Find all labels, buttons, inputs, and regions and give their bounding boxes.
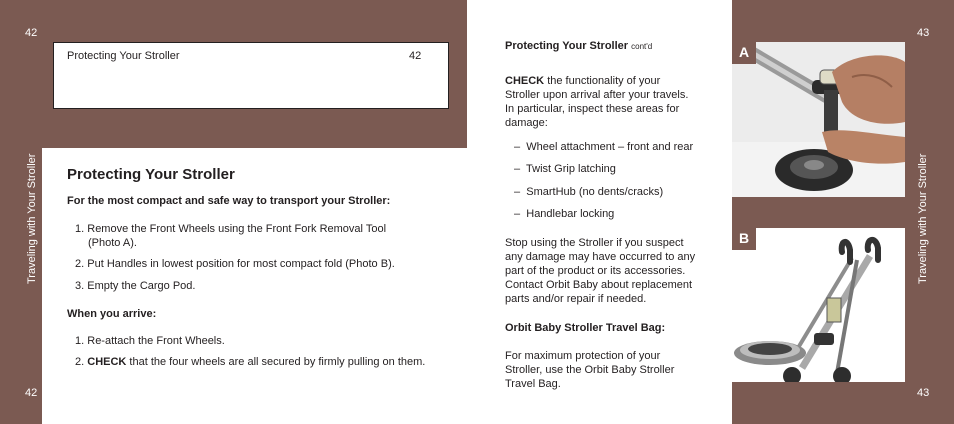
inspect-item-3: – SmartHub (no dents/cracks) (514, 186, 664, 198)
bag-heading: Orbit Baby Stroller Travel Bag: (505, 322, 666, 334)
arrive-heading: When you arrive: (67, 308, 157, 320)
photo-a-label: A (732, 42, 756, 64)
arrive-step-1-num: 1. (75, 335, 85, 347)
right-side-label: Traveling with Your Stroller (917, 153, 929, 284)
bullet-dash: – (514, 163, 521, 175)
bullet-dash: – (514, 186, 521, 198)
photo-a (732, 42, 905, 197)
left-heading: Protecting Your Stroller (67, 166, 235, 183)
check-line-1: CHECK the functionality of your (505, 75, 661, 87)
inspect-item-2: – Twist Grip latching (514, 163, 616, 175)
right-heading-text: Protecting Your Stroller (505, 40, 629, 52)
step-1-line2: (Photo A). (88, 237, 137, 249)
step-3-num: 3. (75, 280, 85, 292)
check-bold: CHECK (505, 75, 545, 87)
step-3 (75, 279, 195, 293)
arrive-step-1-text: Re-attach the Front Wheels. (87, 335, 225, 347)
check-line-3: In particular, inspect these areas for (505, 103, 680, 115)
step-1-num: 1. (75, 223, 85, 235)
check-line-2: Stroller upon arrival after your travels. (505, 89, 689, 101)
check-line-4: damage: (505, 117, 548, 129)
arrive-step-2 (75, 355, 425, 369)
right-heading-suffix: cont'd (631, 42, 653, 51)
arrive-step-2-text: that the four wheels are all secured by firmly pulling on them. (126, 356, 426, 368)
header-box-title: Protecting Your Stroller (67, 50, 180, 62)
arrive-step-2-bold: CHECK (87, 356, 127, 368)
step-2 (75, 257, 395, 271)
stop-paragraph: Stop using the Stroller if you suspect any damage may have occurred to any part of the product or its accessories. Contact Orbit Baby about replacement parts and/or repair if needed. (505, 237, 696, 305)
header-box-page: 42 (409, 50, 422, 62)
right-page-number-top: 43 (917, 27, 930, 39)
right-heading (505, 39, 652, 54)
left-side-label: Traveling with Your Stroller (26, 153, 38, 284)
check-paragraph (505, 74, 725, 130)
bag-paragraph: For maximum protection of your Stroller, use the Orbit Baby Stroller Travel Bag. (505, 350, 675, 390)
arrive-step-1 (75, 334, 225, 348)
inspect-item-4: – Handlebar locking (514, 208, 615, 220)
arrive-step-2-num: 2. (75, 356, 85, 368)
step-3-text: Empty the Cargo Pod. (87, 280, 196, 292)
step-2-num: 2. (75, 258, 85, 270)
bullet-dash: – (514, 208, 521, 220)
step-2-text: Put Handles in lowest position for most compact fold (Photo B). (87, 258, 395, 270)
header-box (53, 42, 449, 109)
left-intro: For the most compact and safe way to transport your Stroller: (67, 195, 391, 207)
inspect-item-1: – Wheel attachment – front and rear (514, 141, 694, 153)
left-page-number-top: 42 (25, 27, 38, 39)
photo-b-image (732, 228, 905, 382)
photo-b-label: B (732, 228, 756, 250)
photo-a-image (732, 42, 905, 197)
right-page-number-bottom: 43 (917, 387, 930, 399)
left-page-number-bottom: 42 (25, 387, 38, 399)
bullet-dash: – (514, 141, 521, 153)
step-1-line1: Remove the Front Wheels using the Front Fork Removal Tool (87, 223, 387, 235)
step-1 (75, 222, 386, 236)
photo-b (732, 228, 905, 382)
